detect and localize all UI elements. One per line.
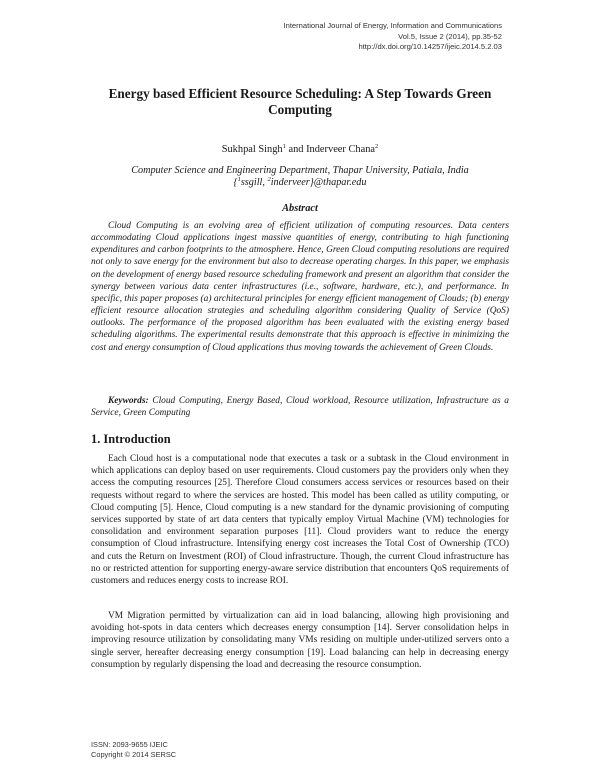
body-paragraph: VM Migration permitted by virtualization can aid in load balancing, allowing high provisioning and avoiding hot-spots in data centers which decreases energy consumption [14]. Server consolidation helps in improving resource utilization by consolidating many VMs residing on multiple under-utilized servers onto a single server, hereafter decreasing energy consumption [19]. Load balancing can help in decreasing energy consumption by regularly dispensing the load and decreasing the resource consumption. [91,611,509,670]
footer-issn: ISSN: 2093-9655 IJEIC [91,740,168,749]
author-email [90,176,510,189]
journal-header [283,21,502,53]
author-affiliation-mark: 1 [282,143,286,150]
paper-title: Energy based Efficient Resource Scheduling: A Step Towards Green Computing [108,86,492,117]
affiliation: Computer Science and Engineering Department, Thapar University, Patiala, India [131,165,469,176]
email-mark: 1 [237,176,241,183]
keywords-label: Keywords: [108,396,149,406]
abstract-text: Cloud Computing is an evolving area of efficient utilization of computing resources. Data centers accommodating Cloud applications ingest massive quantities of energy, contributing to high functioning expenditures and carbon footprints to the atmosphere. Hence, Green Cloud computing resolutions are required not only to save energy for the environment but also to decrease operating charges. In this paper, we emphasis on the development of energy based resource scheduling framework and present an algorithm that consider the synergy between various data center infrastructures (i.e., software, hardware, etc.), and performance. In specific, this paper proposes (a) architectural principles for energy efficient management of Clouds; (b) energy efficient resource allocation strategies and scheduling algorithm considering Quality of Service (QoS) outlooks. The performance of the proposed algorithm has been evaluated with the existing energy based scheduling algorithms. The experimental results demonstrate that this approach is effective in minimizing the cost and energy consumption of Cloud applications thus moving towards the achievement of Green Clouds. [91,221,509,353]
email-text: inderveer}@thapar.edu [270,177,367,188]
author-name: Inderveer Chana [306,144,376,155]
abstract-heading: Abstract [282,203,318,214]
author-name: Sukhpal Singh [221,144,283,155]
journal-volume: Vol.5, Issue 2 (2014), pp.35-52 [398,31,502,41]
keywords-text: Cloud Computing, Energy Based, Cloud workload, Resource utilization, Infrastructure as a Service, Green Computing [91,396,509,419]
body-paragraph: Each Cloud host is a computational node that executes a task or a subtask in the Cloud environment in which applications can deploy based on user requirements. Cloud customers pay the providers only when they access the computing resources [25]. Therefore Cloud consumers access services or resources based on their requests without regard to where the services are hosted. This model has been called as utility computing, or Cloud computing [5]. Hence, Cloud computing is a new standard for the dynamic provisioning of computing services supported by state of art data centers that typically employ Virtual Machine (VM) technologies for consolidation and environment separation purposes [11]. Cloud providers want to reduce the energy consumption of Cloud infrastructure. Intensifying energy cost increases the Total Cost of Ownership (TCO) and cuts the Return on Investment (ROI) of Cloud infrastructure. Though, the current Cloud infrastructure has no or restricted attention for supporting energy-aware service distribution that encounters QoS requirements of customers and reduces energy costs to increase ROI. [91,454,509,587]
email-mark: 2 [267,176,271,183]
author-separator: and [285,144,307,155]
author-affiliation-mark: 2 [375,143,379,150]
footer-copyright: Copyright © 2014 SERSC [91,750,177,760]
section-heading: 1. Introduction [91,432,171,446]
author-line [90,143,510,156]
email-brace: { [233,177,238,188]
journal-name: International Journal of Energy, Information and Communications [283,21,502,30]
page-footer [91,740,176,761]
email-text: ssgill, [240,177,268,188]
journal-doi[interactable]: http://dx.doi.org/10.14257/ijeic.2014.5.2.03 [358,42,502,52]
keywords [91,395,509,419]
